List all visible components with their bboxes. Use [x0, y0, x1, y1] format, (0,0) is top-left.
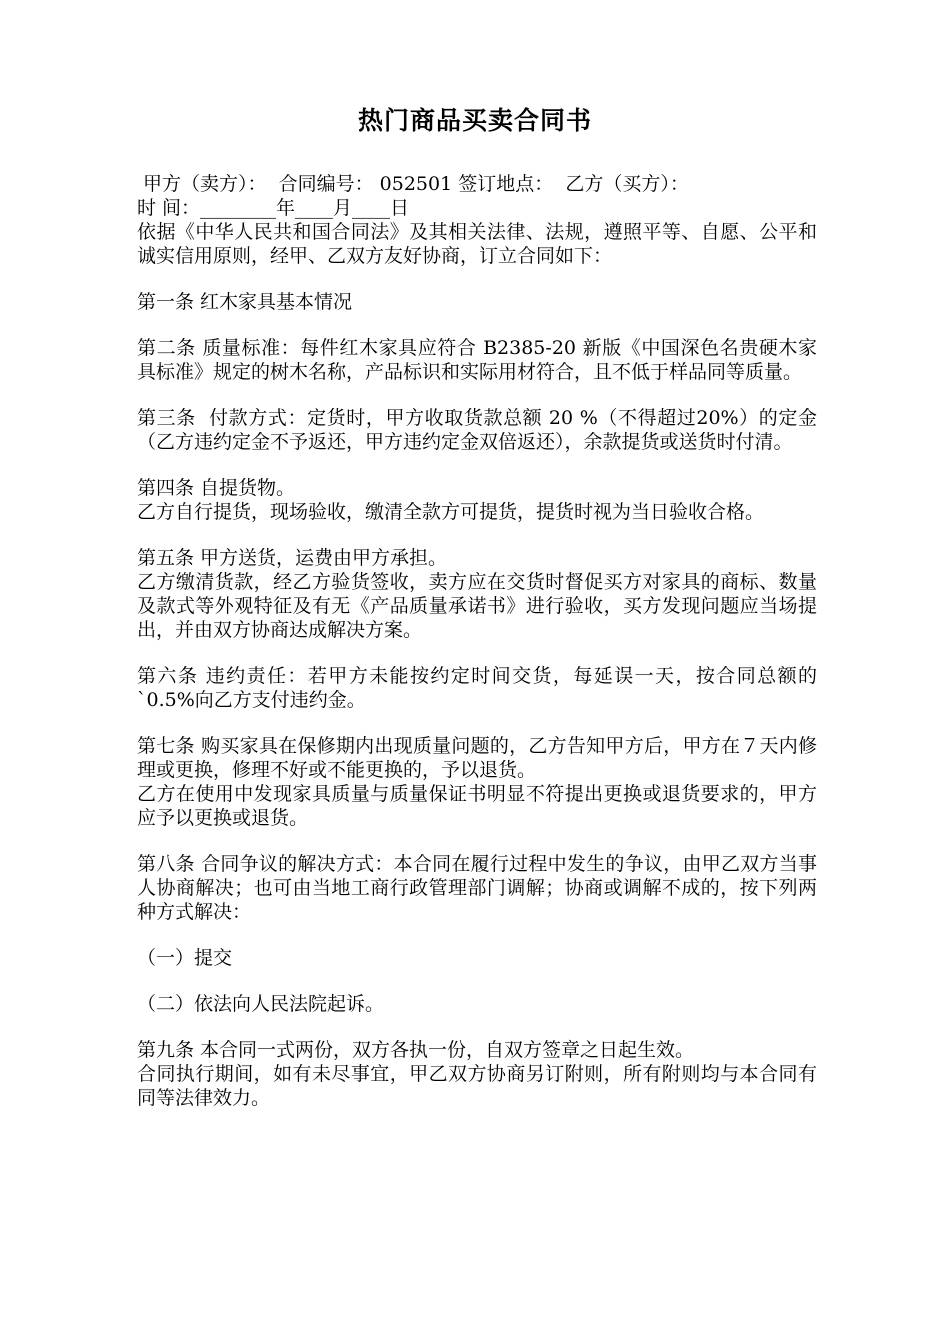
paragraph-spacer: [137, 268, 817, 290]
article-9-text-2: 合同执行期间，如有未尽事宜，甲乙双方协商另订附则，所有附则均与本合同有同等法律效力。: [137, 1063, 817, 1109]
article-6-text: 第六条 违约责任：若甲方未能按约定时间交货，每延误一天，按合同总额的`0.5%向乙方支付违约金。: [137, 665, 817, 711]
article-1-heading: 第一条 红木家具基本情况: [137, 291, 353, 313]
article-4-text: 乙方自行提货，现场验收，缴清全款方可提货，提货时视为当日验收合格。: [137, 501, 765, 523]
article-2-text: 第二条 质量标准：每件红木家具应符合 B2385-20 新版《中国深色名贵硬木家具标准》规定的树木名称，产品标识和实际用材符合，且不低于样品同等质量。: [137, 337, 817, 383]
dispute-option-2: （二）依法向人民法院起诉。: [137, 993, 385, 1015]
article-7-text: 第七条 购买家具在保修期内出现质量问题的，乙方告知甲方后，甲方在７天内修理或更换，修理不好或不能更换的，予以退货。: [137, 735, 817, 781]
article-7-text-2: 乙方在使用中发现家具质量与质量保证书明显不符提出更换或退货要求的，甲方应予以更换或退货。: [137, 783, 817, 829]
paragraph-spacer: [137, 830, 817, 852]
paragraph-spacer: [137, 314, 817, 336]
dispute-option-1: （一）提交: [137, 947, 233, 969]
article-4-heading: 第四条 自提货物。: [137, 477, 296, 499]
article-9-text: 第九条 本合同一式两份，双方各执一份，自双方签章之日起生效。: [137, 1039, 695, 1061]
paragraph-spacer: [137, 524, 817, 546]
article-5-heading: 第五条 甲方送货，运费由甲方承担。: [137, 547, 448, 569]
document-body: [137, 172, 817, 1110]
article-3-text: 第三条 付款方式：定货时，甲方收取货款总额 20 %（不得超过20%）的定金（乙方违约定金不予返还，甲方违约定金双倍返还），余款提货或送货时付清。: [137, 407, 817, 453]
date-line: 时 间：________年____月____日: [137, 197, 410, 219]
paragraph-spacer: [137, 1016, 817, 1038]
paragraph-spacer: [137, 712, 817, 734]
paragraph-spacer: [137, 924, 817, 946]
paragraph-spacer: [137, 970, 817, 992]
article-5-text: 乙方缴清货款，经乙方验货签收，卖方应在交货时督促买方对家具的商标、数量及款式等外观特征及有无《产品质量承诺书》进行验收，买方发现问题应当场提出，并由双方协商达成解决方案。: [137, 571, 817, 641]
document-title: 热门商品买卖合同书: [357, 106, 592, 135]
article-8-text: 第八条 合同争议的解决方式：本合同在履行过程中发生的争议，由甲乙双方当事人协商解决；也可由当地工商行政管理部门调解；协商或调解不成的，按下列两种方式解决：: [137, 853, 817, 923]
paragraph-spacer: [137, 642, 817, 664]
intro-paragraph: 依据《中华人民共和国合同法》及其相关法律、法规，遵照平等、自愿、公平和诚实信用原则，经甲、乙双方友好协商，订立合同如下：: [137, 221, 817, 267]
paragraph-spacer: [137, 454, 817, 476]
party-info-line: 甲方（卖方）： 合同编号： 052501 签订地点： 乙方（买方）：: [137, 173, 689, 195]
paragraph-spacer: [137, 384, 817, 406]
